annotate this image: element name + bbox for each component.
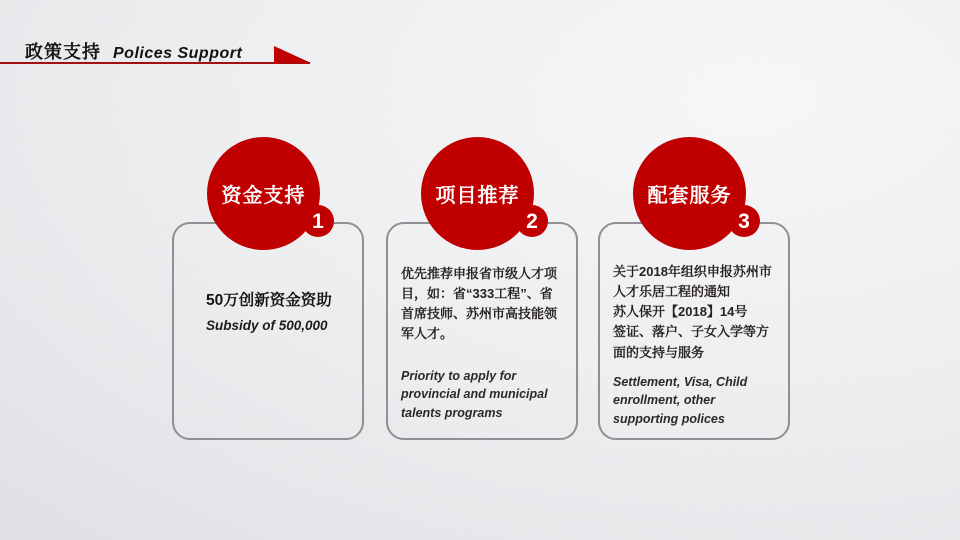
policy-card-recommendation [386, 222, 578, 440]
policy-card-body [388, 224, 576, 423]
policy-text-en: Settlement, Visa, Child enrollment, other supporting polices [613, 374, 748, 427]
policy-circle-funding [207, 137, 320, 250]
slide-header [25, 38, 242, 64]
policy-text-zh-line2: 苏人保开【2018】14号 [613, 304, 748, 320]
policy-text-zh: 50万创新资金资助 [206, 292, 332, 309]
policy-text-zh-line1: 关于2018年组织申报苏州市人才乐居工程的通知 [613, 264, 772, 300]
policy-circle-recommendation [421, 137, 534, 250]
policy-column-services [598, 137, 790, 457]
policy-number-badge [302, 205, 334, 237]
policy-card-funding [172, 222, 364, 440]
policy-card-body [600, 224, 788, 429]
policy-number-badge [728, 205, 760, 237]
policy-heading: 资金支持 [221, 185, 306, 207]
policy-text-en: Priority to apply for provincial and municipal talents programs [401, 368, 548, 421]
policy-number: 1 [312, 209, 324, 233]
policy-number-badge [516, 205, 548, 237]
policy-text-zh: 优先推荐申报省市级人才项目，如：省“333工程”、省首席技师、苏州市高技能领军人才。 [401, 266, 558, 342]
policy-number: 2 [526, 209, 538, 233]
slide-title-zh: 政策支持 [25, 42, 101, 62]
policy-circle-services [633, 137, 746, 250]
slide-title-en: Polices Support [113, 45, 243, 62]
policy-number: 3 [738, 209, 750, 233]
policy-column-funding [172, 137, 364, 457]
policy-card-services [598, 222, 790, 440]
policy-heading: 配套服务 [647, 185, 732, 207]
title-underline [0, 62, 310, 64]
policy-text-en: Subsidy of 500,000 [206, 318, 328, 333]
policy-column-recommendation [386, 137, 578, 457]
policy-text-zh-line3: 签证、落户、子女入学等方面的支持与服务 [613, 324, 770, 360]
policy-heading: 项目推荐 [435, 185, 520, 207]
title-arrow-icon [274, 46, 311, 63]
